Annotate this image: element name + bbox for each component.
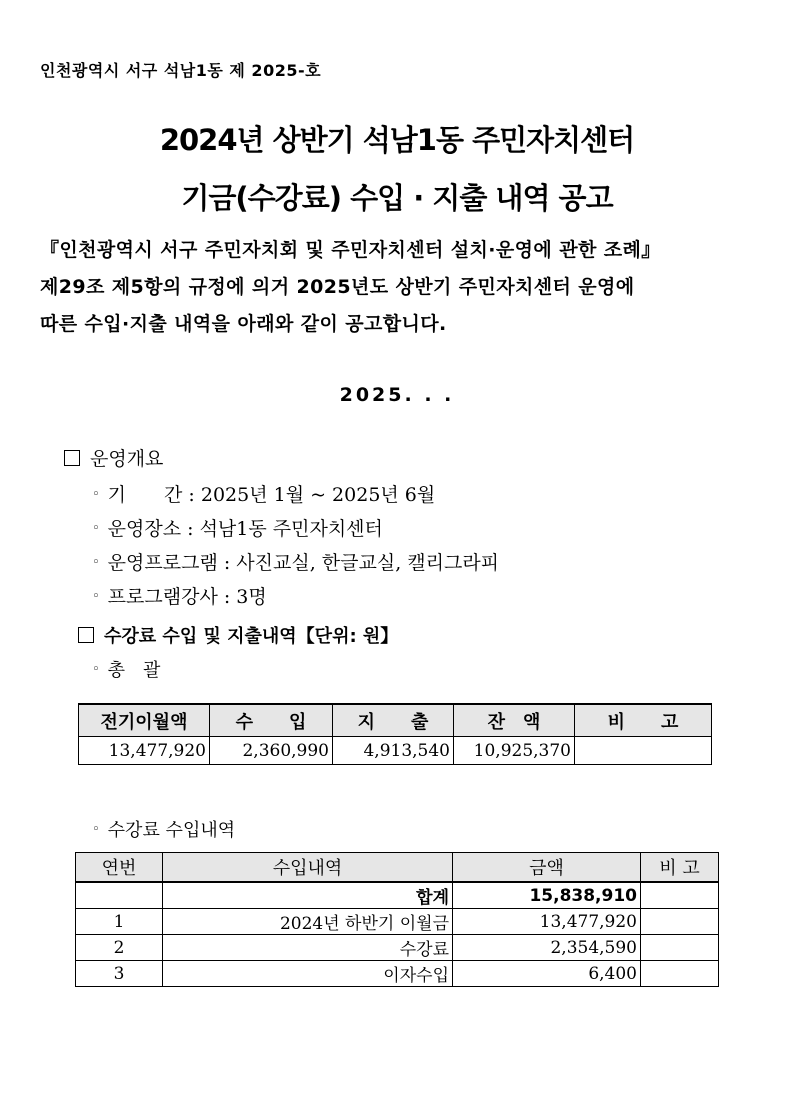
- income-label-text: 수강료 수입내역: [107, 820, 236, 841]
- row-amount: 13,477,920: [453, 909, 641, 935]
- circle-bullet-icon: ◦: [92, 555, 100, 570]
- income-label: [92, 816, 235, 842]
- summary-data-row: [79, 737, 712, 765]
- total-label: 합계: [163, 882, 453, 909]
- section-overview-heading: [64, 444, 163, 471]
- header-carryover: 전기이월액: [79, 704, 210, 737]
- header-remarks: 비 고: [575, 704, 712, 737]
- circle-bullet-icon: ◦: [92, 589, 100, 604]
- income-total-row: [76, 882, 719, 909]
- cell-expense: 4,913,540: [333, 737, 454, 765]
- row-description: 이자수입: [163, 961, 453, 987]
- overview-item-programs: [92, 548, 499, 575]
- summary-header-row: [79, 704, 712, 737]
- summary-table: [78, 703, 712, 765]
- table-row: [76, 909, 719, 935]
- checkbox-square-icon: [64, 450, 80, 466]
- cell-income: 2,360,990: [210, 737, 333, 765]
- header-amount: 금액: [453, 853, 641, 883]
- income-table: [75, 852, 719, 987]
- circle-bullet-icon: ◦: [92, 662, 100, 677]
- header-remarks: 비 고: [641, 853, 719, 883]
- checkbox-square-icon: [78, 627, 94, 643]
- row-amount: 2,354,590: [453, 935, 641, 961]
- summary-label-text: 총 괄: [107, 660, 161, 681]
- overview-item-text: 운영프로그램 : 사진교실, 한글교실, 캘리그라피: [107, 552, 500, 574]
- header-income: 수 입: [210, 704, 333, 737]
- total-remarks-cell: [641, 882, 719, 909]
- header-number: 연번: [76, 853, 163, 883]
- row-remarks: [641, 961, 719, 987]
- row-description: 2024년 하반기 이월금: [163, 909, 453, 935]
- section-overview-title: 운영개요: [90, 448, 164, 470]
- row-remarks: [641, 909, 719, 935]
- header-description: 수입내역: [163, 853, 453, 883]
- header-expense: 지 출: [333, 704, 454, 737]
- page-title-line-1: 2024년 상반기 석남1동 주민자치센터: [159, 123, 635, 157]
- income-header-row: [76, 853, 719, 883]
- row-number: 2: [76, 935, 163, 961]
- overview-item-text: 프로그램강사 : 3명: [107, 586, 267, 608]
- announcement-date: 2025. . .: [339, 384, 455, 406]
- row-description: 수강료: [163, 935, 453, 961]
- overview-item-instructors: [92, 582, 267, 609]
- cell-balance: 10,925,370: [454, 737, 575, 765]
- intro-line-2: 제29조 제5항의 규정에 의거 2025년도 상반기 주민자치센터 운영에: [40, 276, 635, 298]
- total-value: 15,838,910: [453, 882, 641, 909]
- row-remarks: [641, 935, 719, 961]
- intro-line-3: 따른 수입·지출 내역을 아래와 같이 공고합니다.: [40, 313, 447, 335]
- row-number: 3: [76, 961, 163, 987]
- page-title-line-2: 기금(수강료) 수입 · 지출 내역 공고: [181, 181, 613, 215]
- intro-line-1: 『인천광역시 서구 주민자치회 및 주민자치센터 설치·운영에 관한 조례』: [40, 239, 661, 261]
- overview-item-text: 운영장소 : 석남1동 주민자치센터: [107, 518, 383, 540]
- cell-remarks: [575, 737, 712, 765]
- section-fees-title: 수강료 수입 및 지출내역【단위: 원】: [104, 626, 399, 647]
- table-row: [76, 935, 719, 961]
- header-balance: 잔 액: [454, 704, 575, 737]
- section-fees-heading: [78, 622, 398, 648]
- circle-bullet-icon: ◦: [92, 521, 100, 536]
- row-amount: 6,400: [453, 961, 641, 987]
- summary-label: [92, 656, 160, 682]
- table-row: [76, 961, 719, 987]
- row-number: 1: [76, 909, 163, 935]
- overview-item-location: [92, 514, 383, 541]
- overview-item-text: 기 간 : 2025년 1월 ~ 2025년 6월: [107, 484, 436, 506]
- intro-paragraph: [40, 232, 760, 343]
- cell-carryover: 13,477,920: [79, 737, 210, 765]
- circle-bullet-icon: ◦: [92, 487, 100, 502]
- circle-bullet-icon: ◦: [92, 822, 100, 837]
- document-number: 인천광역시 서구 석남1동 제 2025-호: [40, 61, 322, 80]
- total-number-cell: [76, 882, 163, 909]
- overview-item-period: [92, 480, 435, 507]
